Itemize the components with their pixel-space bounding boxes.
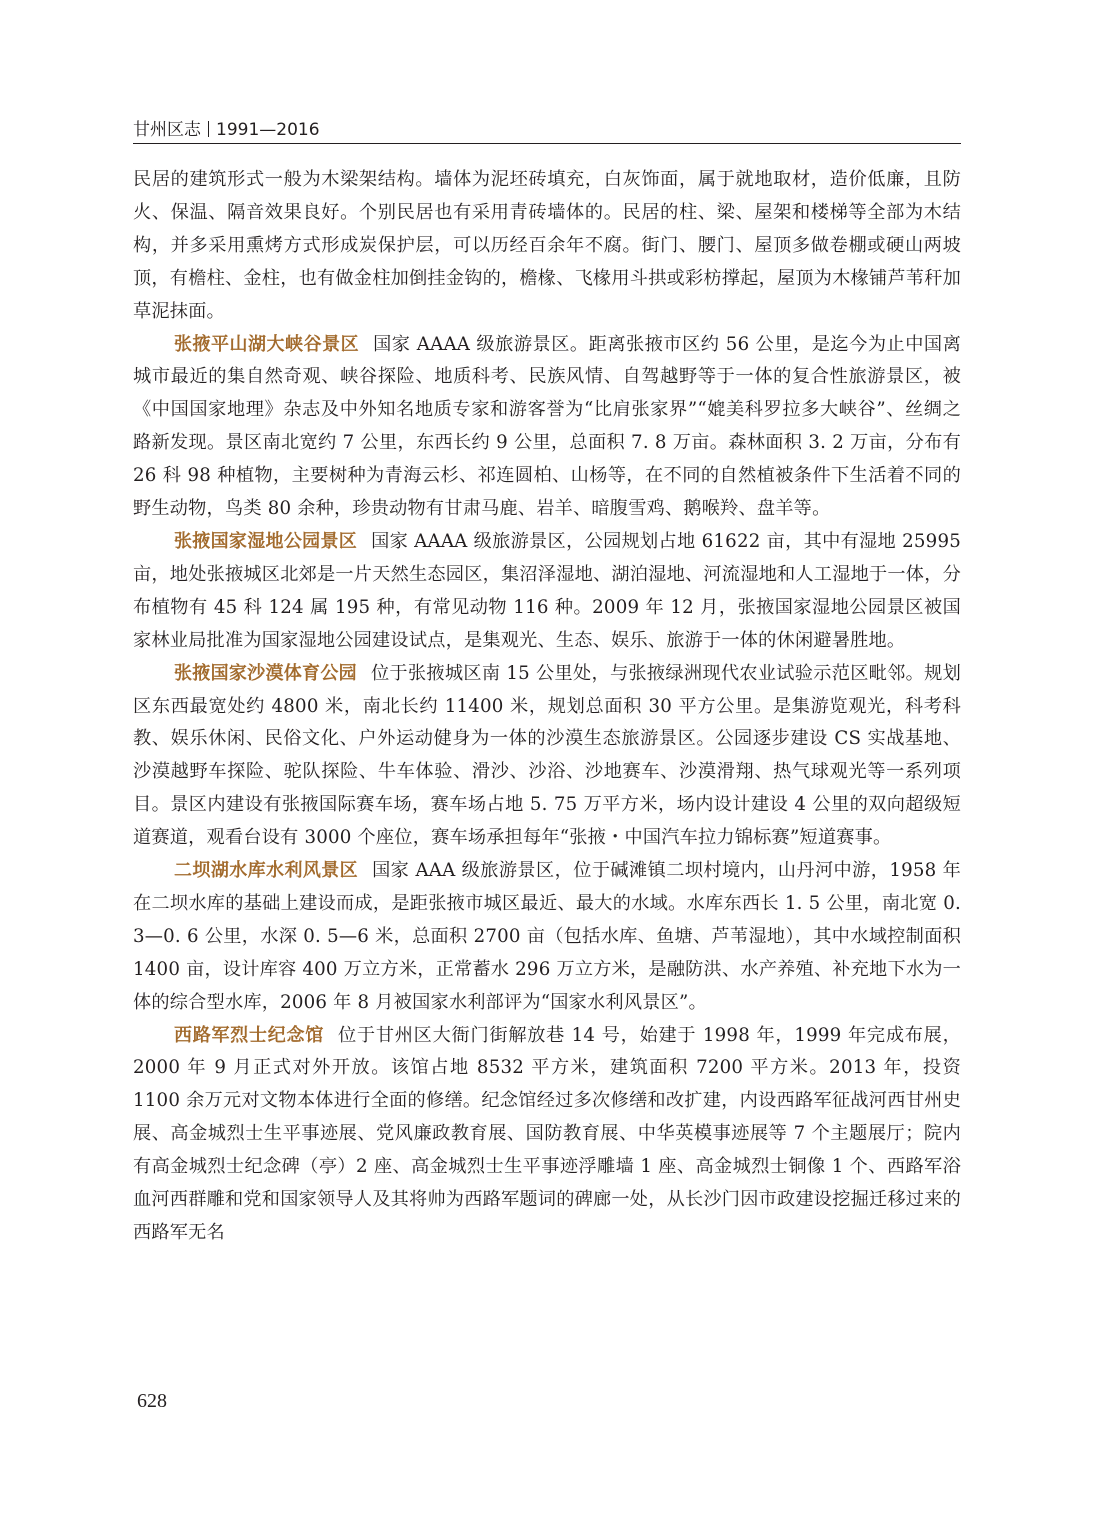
paragraph-text: 国家 AAA 级旅游景区，位于碱滩镇二坝村境内，山丹河中游，1958 年在二坝水库的基础上建设而成，是距张掖市城区最近、最大的水域。水库东西长 1. 5 公里，南北宽 0. 3—0. 6 公里，水深 0. 5—6 米，总面积 2700 亩（包括水库、鱼塘、芦苇湿地），其中水域控制面积 1400 亩，设计库容 400 万立方米，正常蓄水 296 万立方米，是融防洪、水产养殖、补充地下水为一体的综合型水库，2006 年 8 月被国家水利部评为“国家水利风景区”。 bbox=[133, 860, 962, 1013]
entry-term: 张掖国家湿地公园景区 bbox=[174, 530, 358, 552]
book-years: 1991—2016 bbox=[216, 120, 320, 140]
paragraph-residences bbox=[133, 164, 961, 329]
paragraph-text: 位于甘州区大衙门街解放巷 14 号，始建于 1998 年，1999 年完成布展，2000 年 9 月正式对外开放。该馆占地 8532 平方米，建筑面积 7200 平方米。2013 年，投资 1100 余万元对文物本体进行全面的修缮。纪念馆经过多次修缮和改扩建，内设西路军征战河西甘州史展、高金城烈士生平事迹展、党风廉政教育展、国防教育展、中华英模事迹展等 7 个主题展厅；院内有高金城烈士纪念碑（亭）2 座、高金城烈士生平事迹浮雕墙 1 座、高金城烈士铜像 1 个、西路军浴血河西群雕和党和国家领导人及其将帅为西路军题词的碑廊一处，从长沙门因市政建设挖掘迁移过来的西路军无名 bbox=[133, 1024, 961, 1243]
paragraph-desert-sports-park bbox=[133, 658, 961, 855]
body-text bbox=[133, 164, 961, 1250]
paragraph-west-route-army-memorial bbox=[133, 1020, 961, 1250]
paragraph-text: 位于张掖城区南 15 公里处，与张掖绿洲现代农业试验示范区毗邻。规划区东西最宽处约 4800 米，南北长约 11400 米，规划总面积 30 平方公里。是集游览观光，科考科教、娱乐休闲、民俗文化、户外运动健身为一体的沙漠生态旅游景区。公园逐步建设 CS 实战基地、沙漠越野车探险、驼队探险、牛车体验、滑沙、沙浴、沙地赛车、沙漠滑翔、热气球观光等一系列项目。景区内建设有张掖国际赛车场，赛车场占地 5. 75 万平方米，场内设计建设 4 公里的双向超级短道赛道，观看台设有 3000 个座位，赛车场承担每年“张掖・中国汽车拉力锦标赛”短道赛事。 bbox=[133, 662, 962, 849]
entry-term: 二坝湖水库水利风景区 bbox=[174, 860, 359, 882]
paragraph-text: 民居的建筑形式一般为木梁架结构。墙体为泥坯砖填充，白灰饰面，属于就地取材，造价低廉，且防火、保温、隔音效果良好。个别民居也有采用青砖墙体的。民居的柱、梁、屋架和楼梯等全部为木结构，并多采用熏烤方式形成炭保护层，可以历经百余年不腐。街门、腰门、屋顶多做卷棚或硬山两坡顶，有檐柱、金柱，也有做金柱加倒挂金钩的，檐椽、飞椽用斗拱或彩枋撑起，屋顶为木椽铺芦苇秆加草泥抹面。 bbox=[133, 169, 961, 322]
header-rule bbox=[133, 143, 961, 144]
running-header bbox=[133, 119, 961, 145]
paragraph-text: 国家 AAAA 级旅游景区，公园规划占地 61622 亩，其中有湿地 25995 亩，地处张掖城区北郊是一片天然生态园区，集沼泽湿地、湖泊湿地、河流湿地和人工湿地于一体，分布植物有 45 科 124 属 195 种，有常见动物 116 种。2009 年 12 月，张掖国家湿地公园景区被国家林业局批准为国家湿地公园建设试点，是集观光、生态、娱乐、旅游于一体的休闲避暑胜地。 bbox=[133, 530, 962, 651]
paragraph-text: 国家 AAAA 级旅游景区。距离张掖市区约 56 公里，是迄今为止中国离城市最近的集自然奇观、峡谷探险、地质科考、民族风情、自驾越野等于一体的复合性旅游景区，被《中国国家地理》杂志及中外知名地质专家和游客誉为“比肩张家界”“媲美科罗拉多大峡谷”、丝绸之路新发现。景区南北宽约 7 公里，东西长约 9 公里，总面积 7. 8 万亩。森林面积 3. 2 万亩，分布有 26 科 98 种植物，主要树种为青海云杉、祁连圆柏、山杨等，在不同的自然植被条件下生活着不同的野生动物，鸟类 80 余种，珍贵动物有甘肃马鹿、岩羊、暗腹雪鸡、鹅喉羚、盘羊等。 bbox=[133, 333, 961, 520]
book-title: 甘州区志 bbox=[133, 120, 201, 140]
page-number: 628 bbox=[137, 1390, 167, 1412]
paragraph-wetland-park bbox=[133, 526, 961, 658]
paragraph-erba-lake-reservoir bbox=[133, 855, 961, 1020]
paragraph-pingshan-lake bbox=[133, 329, 961, 526]
header-separator bbox=[208, 121, 209, 137]
entry-term: 张掖平山湖大峡谷景区 bbox=[174, 333, 360, 355]
entry-term: 西路军烈士纪念馆 bbox=[174, 1024, 324, 1046]
entry-term: 张掖国家沙漠体育公园 bbox=[174, 662, 357, 684]
